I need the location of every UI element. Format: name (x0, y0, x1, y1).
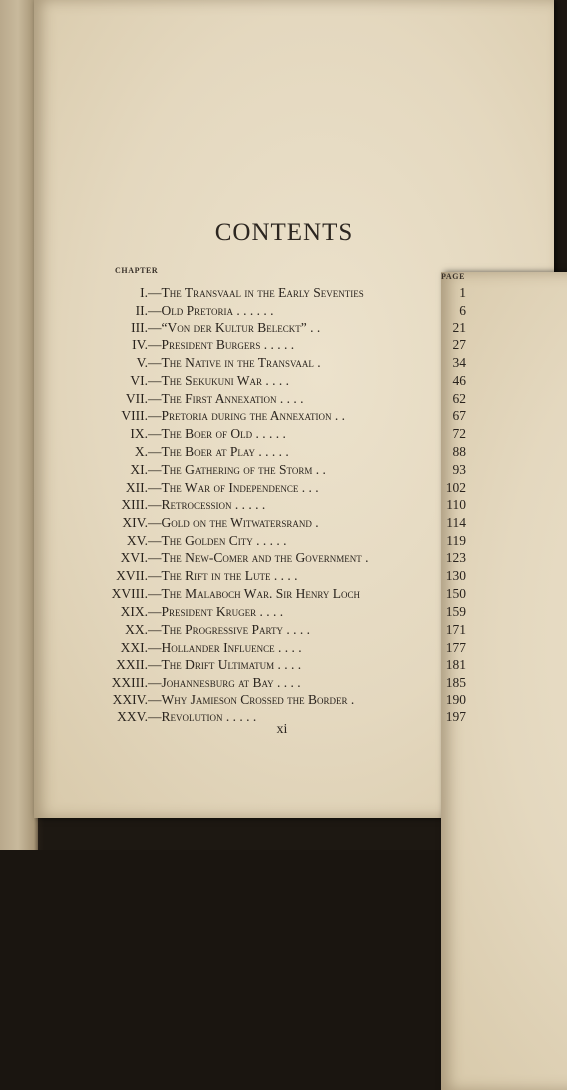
chapter-title: —President Kruger . . . . (148, 604, 284, 619)
chapter-numeral: XIX. (120, 604, 148, 619)
chapter-numeral: XXIV. (112, 692, 148, 707)
page-column-label: PAGE (441, 272, 567, 1090)
toc-entry (0, 480, 567, 498)
chapter-numeral: VIII. (121, 408, 148, 423)
page-number: 93 (452, 462, 466, 477)
toc-entry (0, 355, 567, 373)
chapter-title: —Hollander Influence . . . . (148, 640, 302, 655)
page-number: 171 (445, 622, 466, 637)
toc-entry (0, 497, 567, 515)
chapter-title: —Why Jamieson Crossed the Border . (148, 692, 355, 707)
page-number: 21 (452, 320, 466, 335)
chapter-numeral: VI. (130, 373, 148, 388)
chapter-title: —The Boer at Play . . . . . (148, 444, 289, 459)
chapter-numeral: XV. (126, 533, 148, 548)
chapter-title: —The War of Independence . . . (148, 480, 319, 495)
chapter-numeral: IX. (130, 426, 148, 441)
chapter-numeral: I. (140, 285, 148, 300)
chapter-numeral: XVI. (120, 550, 148, 565)
page-number: 110 (446, 497, 466, 512)
chapter-title: —The Native in the Transvaal . (148, 355, 321, 370)
page-number: 159 (445, 604, 466, 619)
toc-entry (0, 657, 567, 675)
chapter-title: —The First Annexation . . . . (148, 391, 304, 406)
chapter-title: —Gold on the Witwatersrand . (148, 515, 319, 530)
page-number: 27 (452, 337, 466, 352)
page-number: 114 (446, 515, 466, 530)
toc-entry (0, 303, 567, 321)
chapter-title: —The Gathering of the Storm . . (148, 462, 326, 477)
page-number: 190 (445, 692, 466, 707)
page-folio: xi (276, 722, 288, 737)
chapter-title: —President Burgers . . . . . (148, 337, 295, 352)
toc-entry (0, 391, 567, 409)
toc-entry (0, 462, 567, 480)
toc-entry (0, 533, 567, 551)
page-number: 185 (445, 675, 466, 690)
chapter-title: —Revolution . . . . . (148, 709, 257, 724)
chapter-numeral: XX. (125, 622, 148, 637)
toc-entry (0, 675, 567, 693)
chapter-title: —The Progressive Party . . . . (148, 622, 310, 637)
toc-entry (0, 515, 567, 533)
chapter-numeral: XXV. (117, 709, 148, 724)
chapter-title: —The Golden City . . . . . (148, 533, 287, 548)
toc-entry (0, 622, 567, 640)
chapter-title: —Johannesburg at Bay . . . . (148, 675, 301, 690)
toc-entry (0, 320, 567, 338)
toc-entry (0, 550, 567, 568)
chapter-numeral: II. (135, 303, 148, 318)
chapter-numeral: XVII. (116, 568, 148, 583)
chapter-numeral: XIV. (122, 515, 148, 530)
page-number: 6 (459, 303, 466, 318)
chapter-numeral: XXII. (116, 657, 148, 672)
page-number: 119 (446, 533, 466, 548)
toc-entry (0, 604, 567, 622)
chapter-title: —Retrocession . . . . . (148, 497, 266, 512)
page-number: 177 (445, 640, 466, 655)
chapter-numeral: X. (134, 444, 148, 459)
chapter-title: —The Transvaal in the Early Seventies (148, 285, 364, 300)
chapter-numeral: IV. (132, 337, 148, 352)
page-number: 181 (445, 657, 466, 672)
toc-entry (0, 568, 567, 586)
chapter-numeral: XVIII. (111, 586, 148, 601)
chapter-title: —The Sekukuni War . . . . (148, 373, 289, 388)
page-number: 62 (452, 391, 466, 406)
chapter-title: —The New-Comer and the Government . (148, 550, 369, 565)
page-number: 88 (452, 444, 466, 459)
page-number: 34 (452, 355, 466, 370)
chapter-numeral: XII. (125, 480, 148, 495)
chapter-title: —The Boer of Old . . . . . (148, 426, 286, 441)
chapter-title: —“Von der Kultur Beleckt” . . (148, 320, 321, 335)
toc-entry (0, 586, 567, 604)
chapter-title: —The Malaboch War. Sir Henry Loch (148, 586, 361, 601)
page-number: 197 (445, 709, 466, 724)
toc-entry (0, 285, 567, 303)
chapter-numeral: XI. (130, 462, 148, 477)
chapter-title: —The Drift Ultimatum . . . . (148, 657, 302, 672)
chapter-title: —Pretoria during the Annexation . . (148, 408, 345, 423)
toc-entry (0, 692, 567, 710)
page-number: 1 (459, 285, 466, 300)
toc-entry (0, 426, 567, 444)
chapter-numeral: V. (136, 355, 148, 370)
page-number: 102 (445, 480, 466, 495)
page-number: 150 (445, 586, 466, 601)
toc-entry (0, 408, 567, 426)
page-number: 72 (452, 426, 466, 441)
toc-entry (0, 640, 567, 658)
chapter-numeral: III. (131, 320, 148, 335)
chapter-title: —Old Pretoria . . . . . . (148, 303, 274, 318)
chapter-column-label: CHAPTER (115, 266, 159, 275)
page-number: 67 (452, 408, 466, 423)
toc-entry (0, 444, 567, 462)
page-number: 130 (445, 568, 466, 583)
chapter-numeral: VII. (125, 391, 148, 406)
contents-heading: CONTENTS (214, 219, 354, 246)
chapter-numeral: XXIII. (111, 675, 148, 690)
chapter-numeral: XXI. (120, 640, 148, 655)
chapter-title: —The Rift in the Lute . . . . (148, 568, 298, 583)
chapter-numeral: XIII. (121, 497, 148, 512)
toc-entry (0, 337, 567, 355)
page-number: 46 (452, 373, 466, 388)
page-number: 123 (445, 550, 466, 565)
toc-entry (0, 373, 567, 391)
